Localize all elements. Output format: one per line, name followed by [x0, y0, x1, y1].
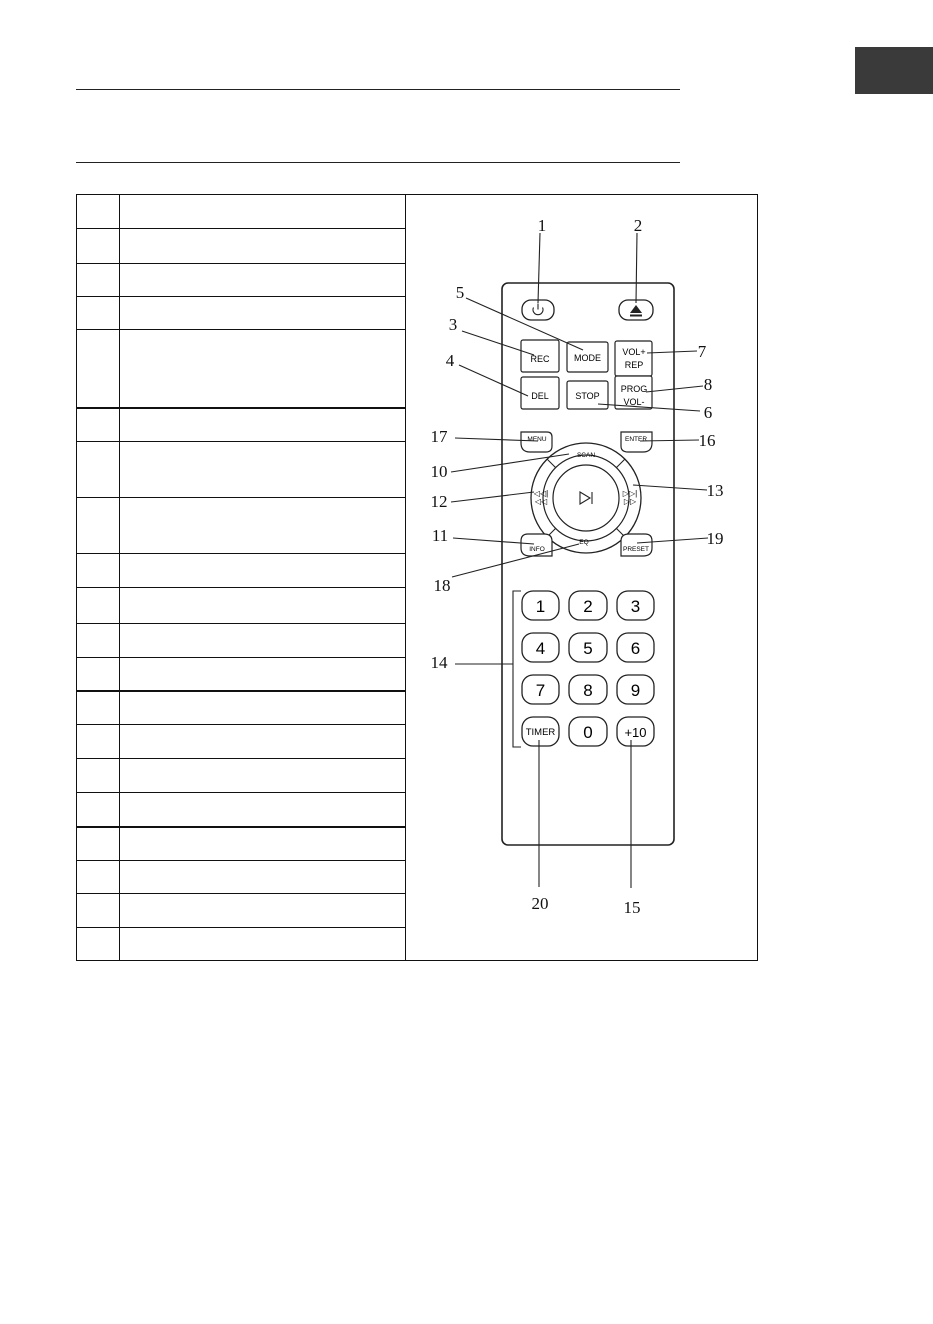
table-row-divider — [77, 826, 406, 828]
remote-control-figure — [405, 195, 757, 960]
key-1[interactable] — [522, 591, 559, 620]
preset-button[interactable] — [621, 534, 652, 556]
table-row-divider — [77, 690, 406, 692]
table-row-divider — [77, 407, 406, 409]
table-row-divider — [77, 623, 406, 624]
number-column — [77, 195, 120, 960]
callout-12: 12 — [430, 492, 448, 511]
svg-text:▷▷|: ▷▷| — [622, 489, 638, 498]
callout-15: 15 — [623, 898, 641, 917]
header-rule-bottom — [76, 162, 680, 163]
callout-1: 1 — [537, 216, 547, 235]
table-row-divider — [77, 553, 406, 554]
table-row-divider — [77, 860, 406, 861]
key-5[interactable] — [569, 633, 607, 662]
svg-text:9: 9 — [630, 681, 641, 700]
del-button[interactable] — [521, 377, 559, 409]
table-row-divider — [77, 657, 406, 658]
enter-button[interactable] — [621, 432, 652, 452]
table-row-divider — [77, 296, 406, 297]
section-tab-marker — [855, 47, 933, 94]
prev-track-icon[interactable] — [534, 489, 548, 506]
svg-text:◁◁|: ◁◁| — [533, 489, 549, 498]
next-track-icon[interactable] — [623, 489, 637, 506]
svg-text:4: 4 — [535, 639, 546, 658]
rec-label: REC — [530, 354, 550, 364]
callout-8: 8 — [703, 375, 713, 394]
callout-7: 7 — [697, 342, 707, 361]
svg-text:7: 7 — [535, 681, 546, 700]
key-9[interactable] — [617, 675, 654, 704]
header-rule-top — [76, 89, 680, 90]
key-4[interactable] — [522, 633, 559, 662]
vol-up-rep-button[interactable] — [615, 341, 652, 376]
svg-text:5: 5 — [583, 639, 593, 658]
table-row-divider — [77, 758, 406, 759]
svg-text:3: 3 — [630, 597, 641, 616]
plus-ten-button[interactable] — [617, 717, 654, 746]
callout-20: 20 — [531, 894, 549, 913]
table-row-divider — [77, 497, 406, 498]
table-row-divider — [77, 263, 406, 264]
callout-6: 6 — [703, 403, 713, 422]
callout-16: 16 — [698, 431, 716, 450]
rec-button[interactable] — [521, 340, 559, 372]
preset-label: PRESET — [622, 546, 650, 553]
callout-2: 2 — [633, 216, 643, 235]
svg-text:◁◁: ◁◁ — [534, 497, 548, 506]
table-row-divider — [77, 792, 406, 793]
table-row-divider — [77, 228, 406, 229]
key-0[interactable] — [569, 717, 607, 746]
table-row-divider — [77, 441, 406, 442]
table-row-divider — [77, 329, 406, 330]
table-row-divider — [77, 724, 406, 725]
eq-label[interactable]: EQ — [579, 539, 589, 546]
callout-14: 14 — [430, 653, 448, 672]
svg-text:8: 8 — [583, 681, 593, 700]
key-2[interactable] — [569, 591, 607, 620]
table-row-divider — [77, 587, 406, 588]
enter-label: ENTER — [624, 436, 648, 443]
prog-label: PROG — [620, 384, 648, 394]
scan-label[interactable]: SCAN — [576, 452, 596, 459]
vol-minus-label: VOL- — [623, 397, 645, 407]
svg-text:+10: +10 — [624, 725, 647, 740]
svg-text:▷▷: ▷▷ — [623, 497, 637, 506]
callout-17: 17 — [430, 427, 448, 446]
key-8[interactable] — [569, 675, 607, 704]
menu-button[interactable] — [521, 432, 552, 452]
key-3[interactable] — [617, 591, 654, 620]
callout-13: 13 — [706, 481, 724, 500]
svg-text:0: 0 — [583, 723, 593, 742]
del-label: DEL — [531, 391, 549, 401]
svg-text:TIMER: TIMER — [525, 727, 556, 738]
vol-plus-label: VOL+ — [622, 347, 646, 357]
mode-label: MODE — [574, 353, 601, 363]
svg-text:2: 2 — [583, 597, 593, 616]
callout-10: 10 — [430, 462, 448, 481]
table-row-divider — [77, 893, 406, 894]
rep-label: REP — [624, 360, 644, 370]
timer-button[interactable] — [522, 717, 559, 746]
callout-4: 4 — [445, 351, 455, 370]
svg-text:1: 1 — [535, 597, 546, 616]
info-label: INFO — [529, 546, 545, 553]
stop-label: STOP — [575, 391, 600, 401]
callout-11: 11 — [431, 526, 449, 545]
table-row-divider — [77, 927, 406, 928]
key-6[interactable] — [617, 633, 654, 662]
menu-label: MENU — [527, 436, 547, 443]
callout-3: 3 — [448, 315, 458, 334]
callout-19: 19 — [706, 529, 724, 548]
callout-5: 5 — [455, 283, 465, 302]
key-7[interactable] — [522, 675, 559, 704]
mode-button[interactable] — [567, 342, 608, 372]
callout-18: 18 — [433, 576, 451, 595]
play-pause-button[interactable] — [553, 465, 619, 531]
description-column — [120, 195, 406, 960]
svg-text:6: 6 — [630, 639, 641, 658]
